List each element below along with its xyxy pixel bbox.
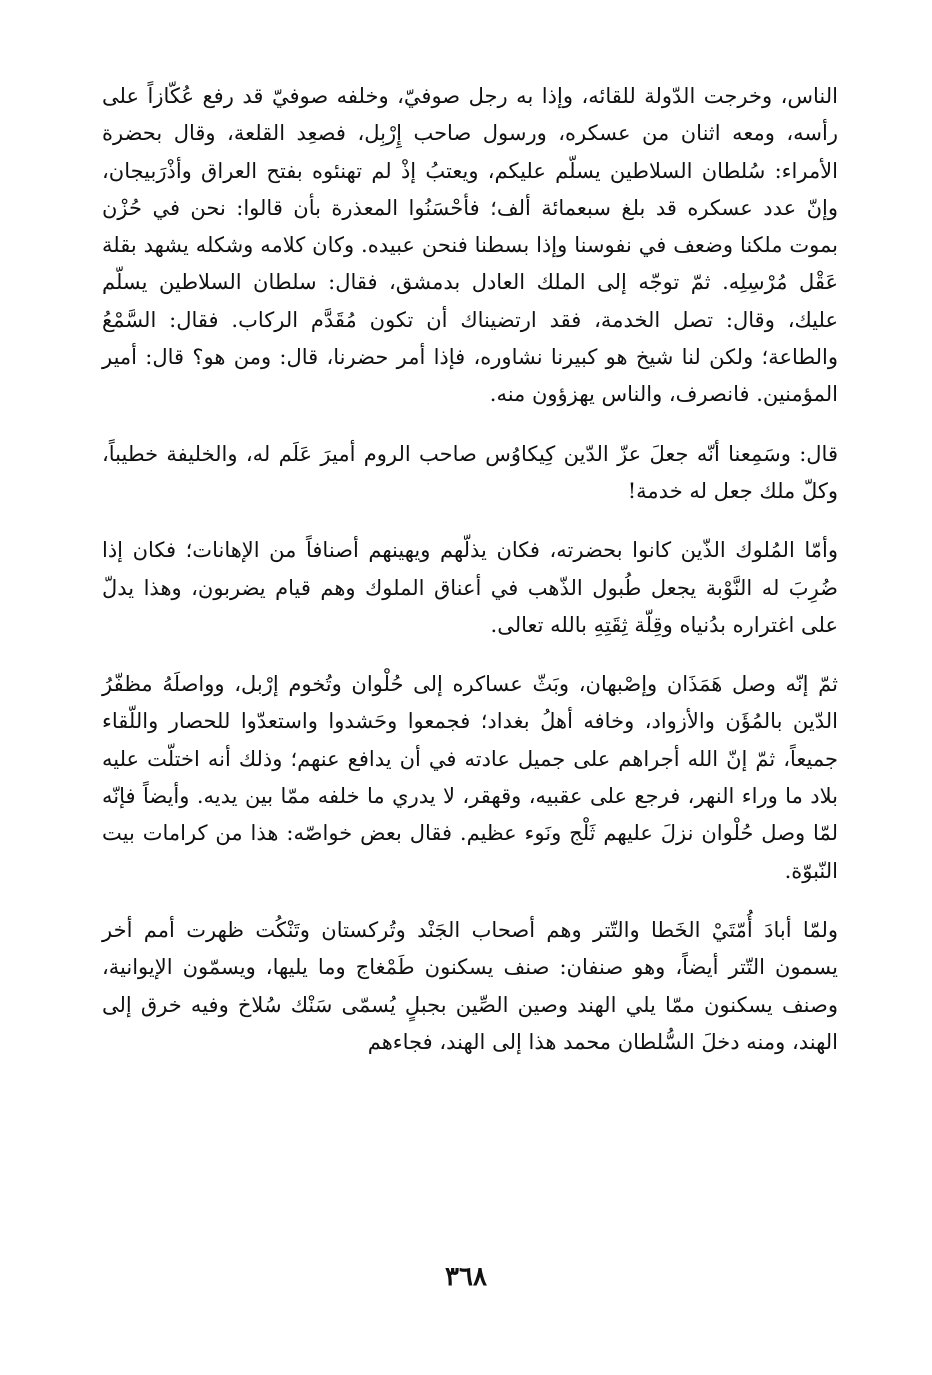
paragraph-3: وأمّا المُلوك الذّين كانوا بحضرته، فكان يذلّهم ويهينهم أصنافاً من الإهانات؛ فكان إذا ضُرِبَ له النَّوْبة يجعل طُبول الذّهب في أعناق الملوك وهم قيام يضربون، وهذا يدلّ على اغتراره بدُنياه وقِلّة ثِقَتِهِ بالله تعالى.	[102, 538, 838, 637]
paragraph-1: الناس، وخرجت الدّولة للقائه، وإذا به رجل صوفيّ، وخلفه صوفيّ قد رفع عُكّازاً على رأسه، ومعه اثنان من عسكره، ورسول صاحب إِرْبِل، فصعِد القلعة، وقال بحضرة الأمراء: سُلطان السلاطين يسلّم عليكم، ويعتبُ إذْ لم تهنئوه بفتح العراق وأذْرَبيجان، وإنّ عدد عسكره قد بلغ سبعمائة ألف؛ فأحْسَنُوا المعذرة بأن قالوا: نحن في حُزْن بموت ملكنا وضعف في نفوسنا وإذا بسطنا فنحن عبيده. وكان كلامه وشكله يشهد بقلة عَقْل مُرْسِلِه. ثمّ توجّه إلى الملك العادل بدمشق، فقال: سلطان السلاطين يسلّم عليك، وقال: تصل الخدمة، فقد ارتضيناك أن تكون مُقَدَّم الركاب. فقال: السَّمْعُ والطاعة؛ ولكن لنا شيخ هو كبيرنا نشاوره، فإذا أمر حضرنا، قال: ومن هو؟ قال: أمير المؤمنين. فانصرف، والناس يهزؤون منه.	[102, 84, 838, 407]
paragraph-5: ولمّا أبادَ أُمّتَيْ الخَطا والتّتر وهم أصحاب الجَنْد وتُركستان وتَنْكُت ظهرت أمم أخر يسمون التّتر أيضاً، وهو صنفان: صنف يسكنون طَمْغاج وما يليها، ويسمّون الإيوانية، وصنف يسكنون ممّا يلي الهند وصين الصِّين بجبلٍ يُسمّى سَنْك سُلاخ وفيه خرق إلى الهند، ومنه دخلَ السُّلطان محمد هذا إلى الهند، فجاءهم	[102, 917, 838, 1054]
page-body	[102, 78, 838, 1061]
page-number: ٣٦٨	[445, 1262, 487, 1292]
paragraph-2: قال: وسَمِعنا أنّه جعلَ عزّ الدّين كِيكاوُس صاحب الروم أميرَ عَلَم له، والخليفة خطيباً، وكلّ ملك جعل له خدمة!	[102, 441, 838, 503]
paragraph-4: ثمّ إنّه وصل هَمَذَان وإصْبهان، وبَثّ عساكره إلى حُلْوان وتُخوم إرْبل، وواصلَهُ مظفّرُ الدّين بالمُؤَن والأزواد، وخافه أهلُ بغداد؛ فجمعوا وحَشدوا واستعدّوا للحصار واللّقاء جميعاً، ثمّ إنّ الله أجراهم على جميل عادته في أن يدافع عنهم؛ وذلك أنه اختلّت عليه بلاد ما وراء النهر، فرجع على عقبيه، وقهقر، لا يدري ما خلفه ممّا بين يديه. وأيضاً فإنّه لمّا وصل حُلْوان نزلَ عليهم ثَلْج ونَوء عظيم. فقال بعض خواصّه: هذا من كرامات بيت النّبوّة.	[102, 672, 838, 883]
